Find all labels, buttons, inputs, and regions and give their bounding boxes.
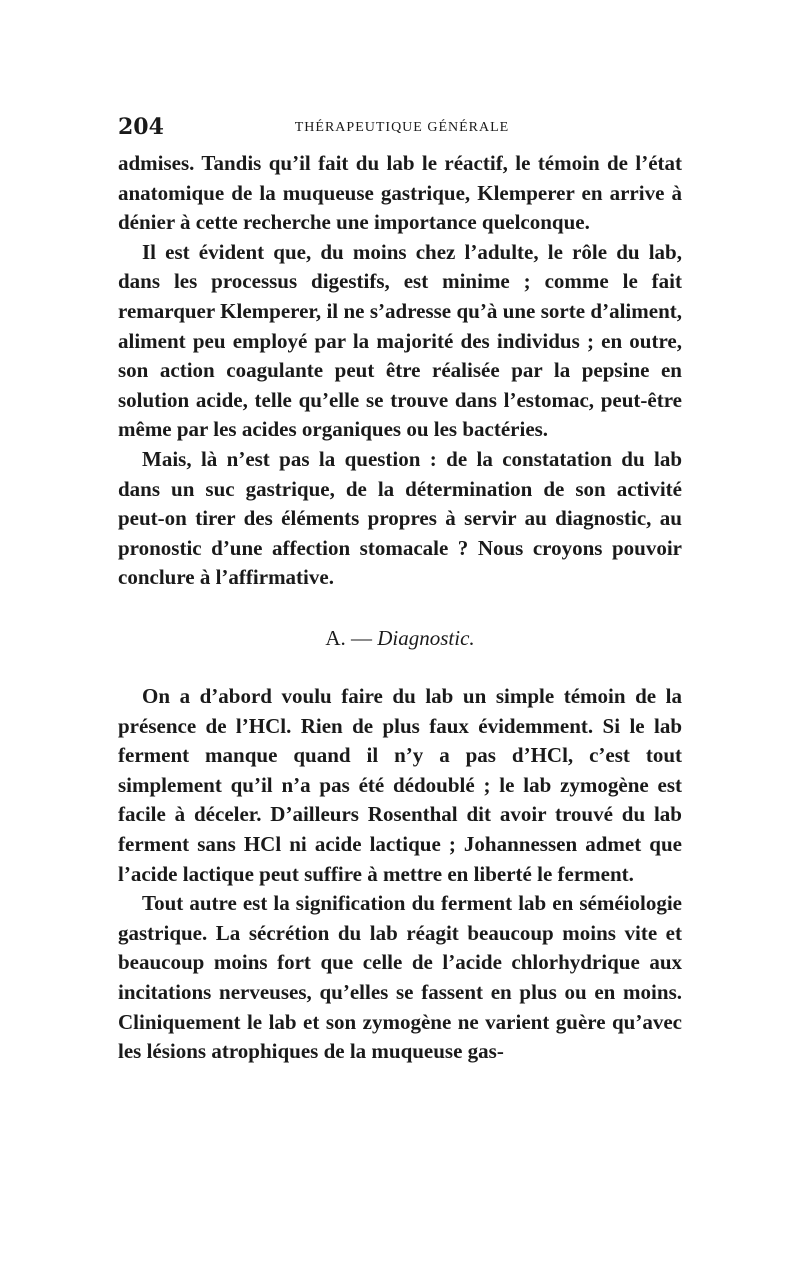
paragraph: Mais, là n’est pas la question : de la constatation du lab dans un suc gastrique, de la détermination de son activité peut-on tirer des éléments propres à servir au diagnostic, au pronostic d’une affection stomacale ? Nous croyons pouvoir conclure à l’affirmative. [118, 446, 682, 590]
section-heading [118, 626, 682, 651]
page-number: 204 [118, 114, 164, 140]
section-letter: A. — [325, 626, 372, 650]
paragraph: admises. Tandis qu’il fait du lab le réactif, le témoin de l’état anatomique de la muqueuse gastrique, Klemperer en arrive à dénier à cette recherche une importance quelconque. [118, 151, 682, 235]
section-title: Diagnostic. [377, 626, 475, 650]
running-title: THÉRAPEUTIQUE GÉNÉRALE [294, 120, 510, 135]
paragraph: Tout autre est la signification du ferment lab en séméiologie gastrique. La sécrétion du lab réagit beaucoup moins vite et beaucoup moins fort que celle de l’acide chlorhydrique aux incitations nerveuses, qu’elles se fassent en plus ou en moins. Cliniquement le lab et son zymogène ne varient guère qu’avec les lésions atrophiques de la muqueuse gas- [118, 891, 682, 1064]
body-text-top [118, 149, 682, 593]
page-header [118, 114, 686, 142]
paragraph: On a d’abord voulu faire du lab un simple témoin de la présence de l’HCl. Rien de plus faux évidemment. Si le lab ferment manque quand il n’y a pas d’HCl, c’est tout simplement qu’il n’a pas été dédoublé ; le lab zymogène est facile à déceler. D’ailleurs Rosenthal dit avoir trouvé du lab ferment sans HCl ni acide lactique ; Johannessen admet que l’acide lactique peut suffire à mettre en liberté le ferment. [118, 684, 682, 886]
body-text-bottom [118, 682, 682, 1067]
paragraph: Il est évident que, du moins chez l’adulte, le rôle du lab, dans les processus digestifs, est minime ; comme le fait remarquer Klemperer, il ne s’adresse qu’à une sorte d’aliment, aliment peu employé par la majorité des individus ; en outre, son action coagulante peut être réalisée par la pepsine en solution acide, telle qu’elle se trouve dans l’estomac, peut-être même par les acides organiques ou les bactéries. [118, 239, 682, 442]
